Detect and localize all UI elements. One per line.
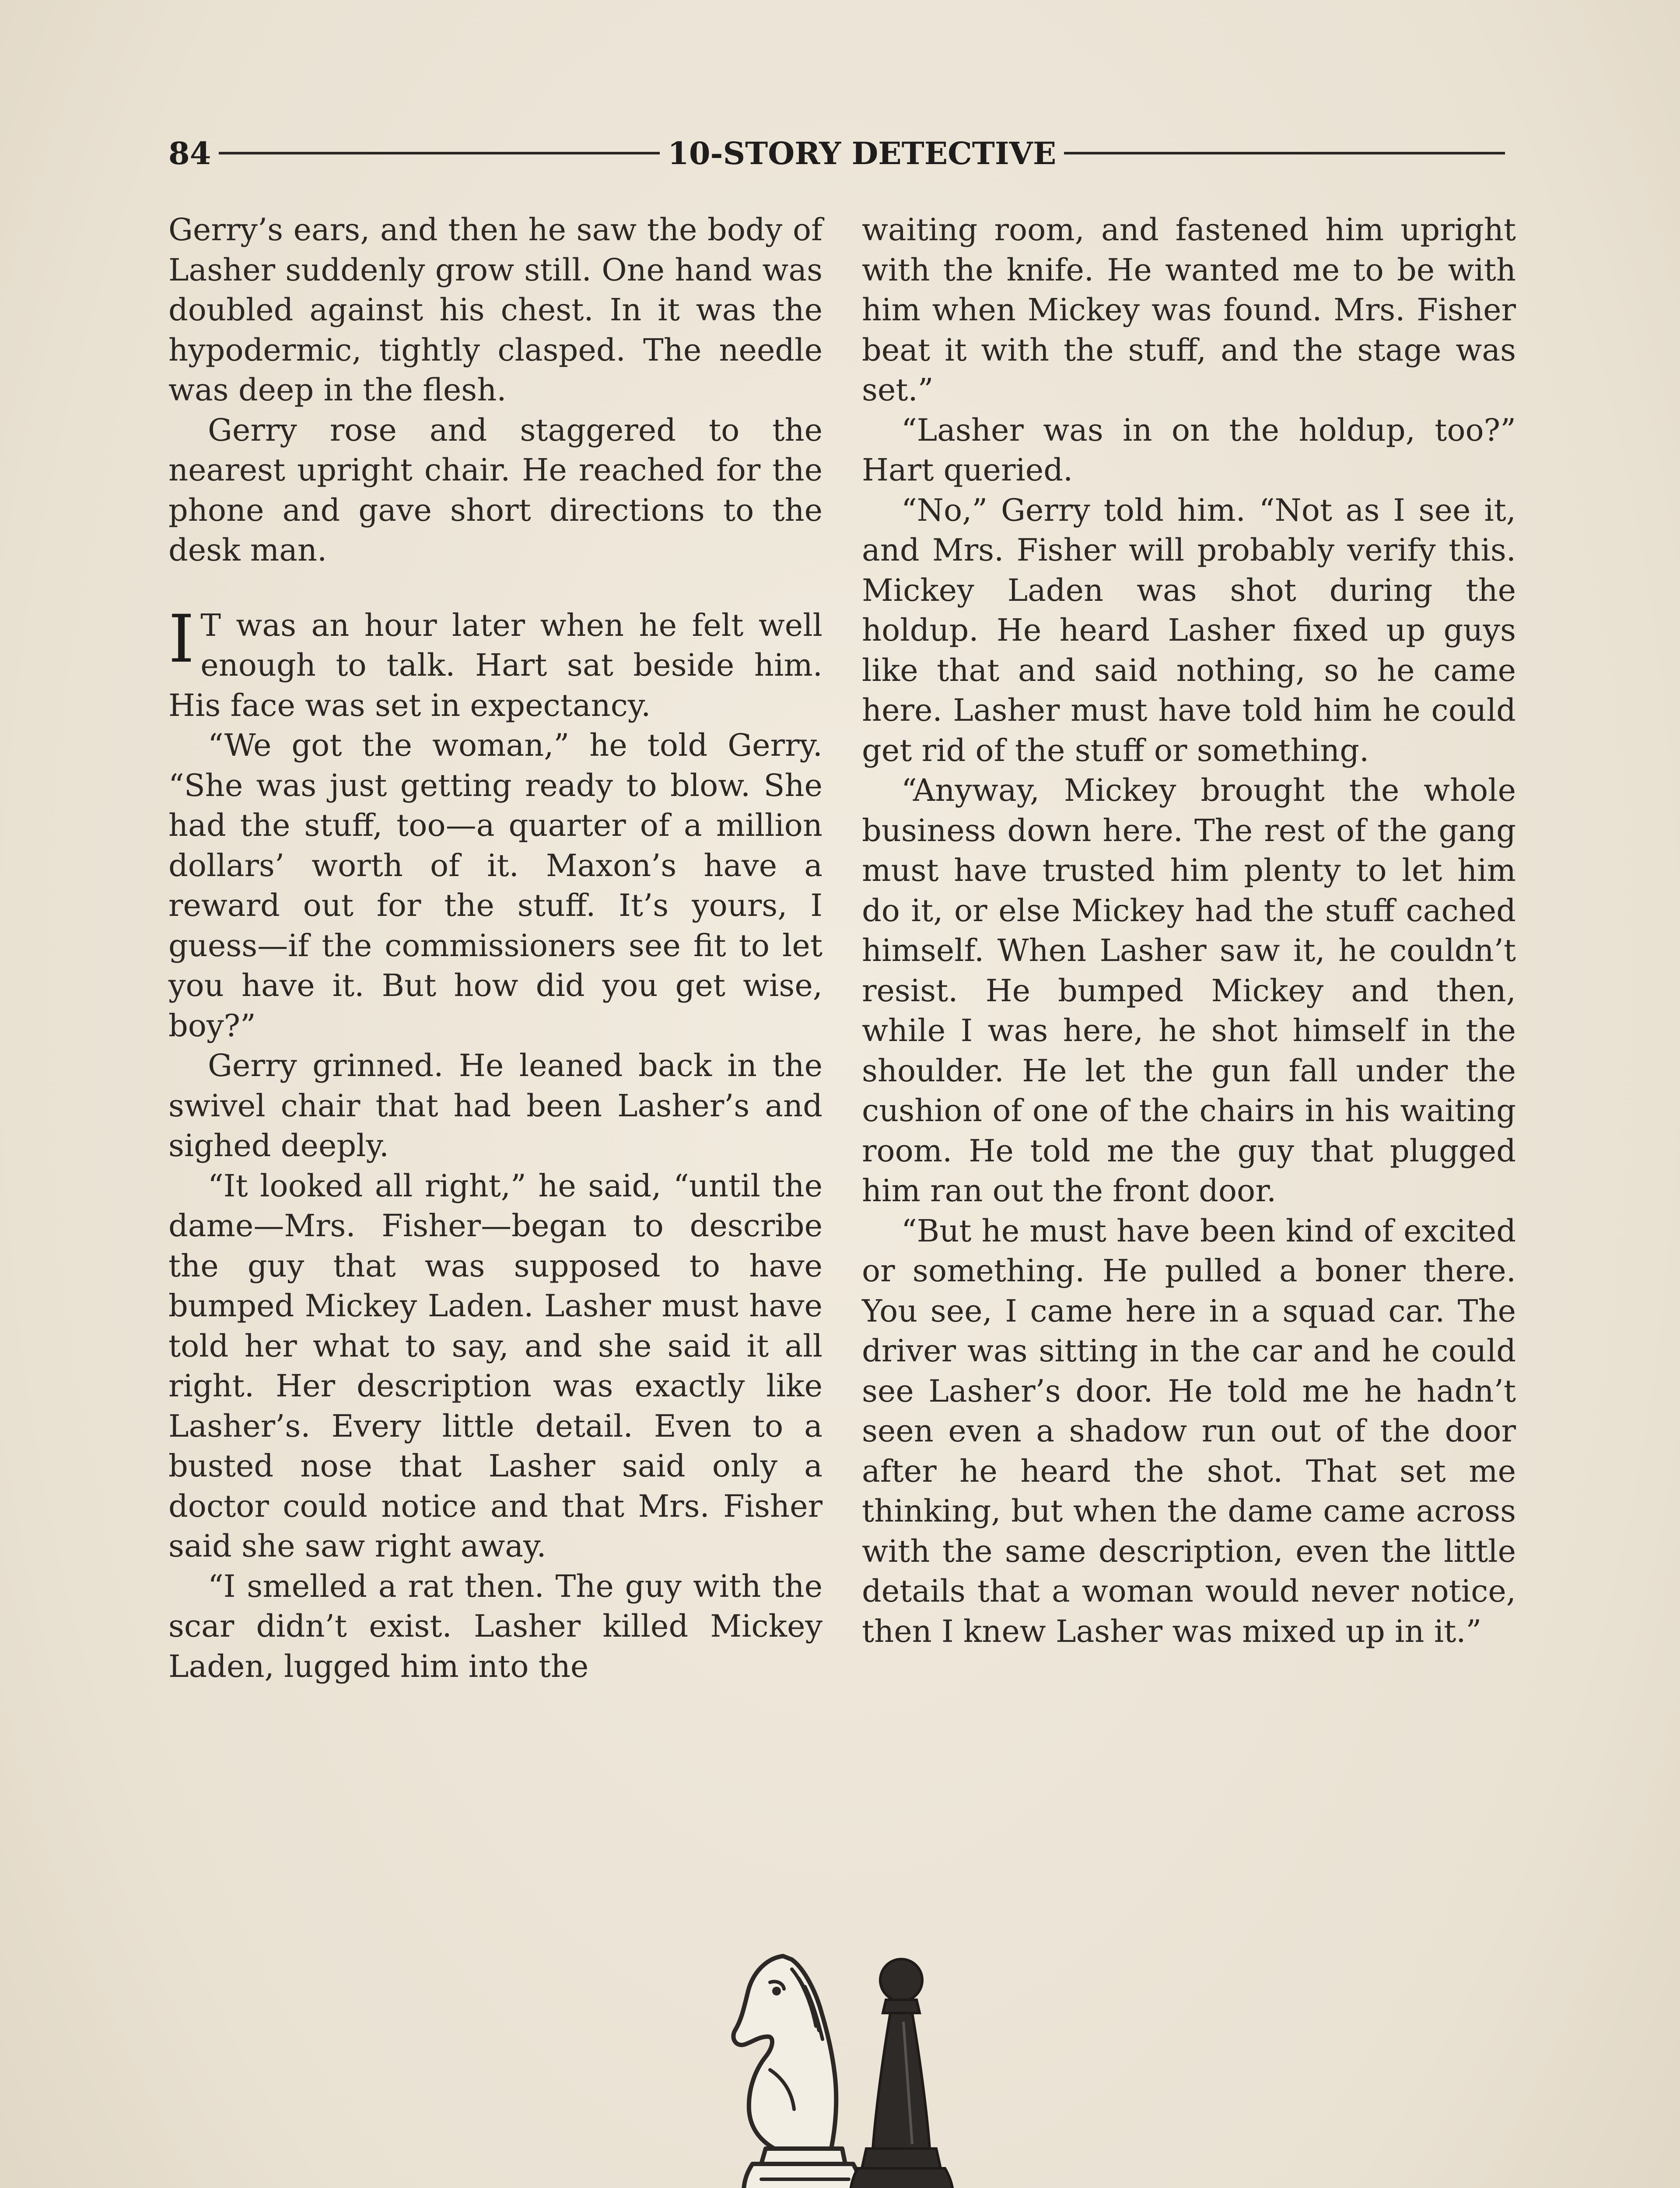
paragraph: “Lasher was in on the holdup, too?” Hart queried. [862,412,1516,488]
magazine-title: 10-STORY DETECTIVE [668,135,1057,172]
knight-piece [733,1956,871,2188]
page-number: 84 [168,135,211,172]
page-header [168,127,1505,179]
right-column [862,210,1516,1652]
paragraph: “No,” Gerry told him. “Not as I see it, and Mrs. Fisher will probably verify this. Mickey Laden was shot during the holdup. He heard Lasher fixed up guys like that and said nothing, so he came here. Lasher must have told him he could get rid of the stuff or something. [862,492,1516,768]
header-rule-right [1064,152,1505,154]
paragraph: “Anyway, Mickey brought the whole business down here. The rest of the gang must have trusted him plenty to let him do it, or else Mickey had the stuff cached himself. When Lasher saw it, he couldn’t resist. He bumped Mickey and then, while I was here, he shot himself in the shoulder. He let the gun fall under the cushion of one of the chairs in his waiting room. He told me the guy that plugged him ran out the front door. [862,772,1516,1209]
paragraph: Gerry’s ears, and then he saw the body of Lasher suddenly grow still. One hand was doubled against his chest. In it was the hypodermic, tightly clasped. The needle was deep in the flesh. [168,212,822,408]
pawn-piece [847,1959,958,2188]
chess-knight-and-pawn-icon [718,1943,962,2188]
left-column [168,210,822,1687]
paragraph: Gerry rose and staggered to the nearest upright chair. He reached for the phone and gave short directions to the desk man. [168,412,822,568]
paragraph: Gerry grinned. He leaned back in the swivel chair that had been Lasher’s and sighed deeply. [168,1048,822,1164]
section-opening-paragraph [168,601,822,726]
paragraph: waiting room, and fastened him upright with the knife. He wanted me to be with him when Mickey was found. Mrs. Fisher beat it with the stuff, and the stage was set.” [862,212,1516,408]
header-rule-left [219,152,660,154]
paragraph: “But he must have been kind of excited or something. He pulled a boner there. You see, I came here in a squad car. The driver was sitting in the car and he could see Lasher’s door. He told me he hadn’t seen even a shadow run out of the door after he heard the shot. That set me thinking, but when the dame came across with the same description, even the little details that a woman would never notice, then I knew Lasher was mixed up in it.” [862,1213,1516,1649]
drop-cap-paragraph-text: T was an hour later when he felt well enough to talk. Hart sat beside him. His face was set in expectancy. [168,607,822,723]
drop-cap: I [168,601,195,677]
paragraph: “I smelled a rat then. The guy with the scar didn’t exist. Lasher killed Mickey Laden, lugged him into the [168,1568,822,1684]
knight-eye [772,1987,781,1995]
paragraph: “We got the woman,” he told Gerry. “She was just getting ready to blow. She had the stuff, too—a quarter of a million dollars’ worth of it. Maxon’s have a reward out for the stuff. It’s yours, I guess—if the commissioners see fit to let you have it. But how did you get wise, boy?” [168,727,822,1044]
paragraph: “It looked all right,” he said, “until the dame—Mrs. Fisher—began to describe the guy that was supposed to have bumped Mickey Laden. Lasher must have told her what to say, and she said it all right. Her description was exactly like Lasher’s. Every little detail. Even to a busted nose that Lasher said only a doctor could notice and that Mrs. Fisher said she saw right away. [168,1168,822,1564]
